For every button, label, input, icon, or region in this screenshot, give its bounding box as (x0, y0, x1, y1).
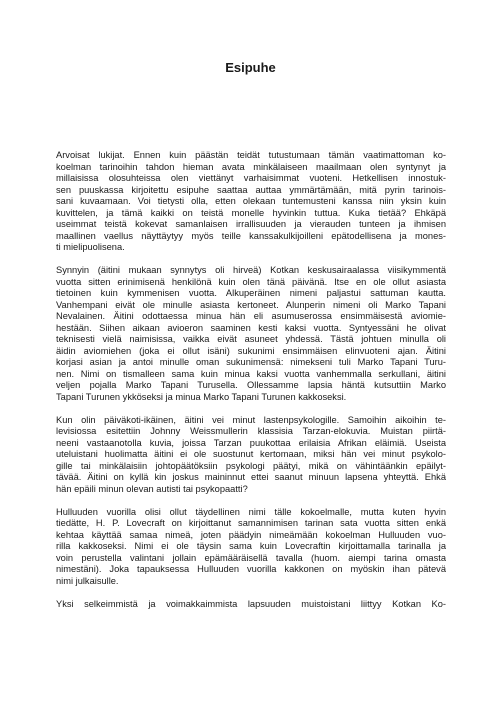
text-line: maallinen vaellus näyttäytyy myös teille kanssakulkijoilleni epätodellisena ja mones- (56, 230, 446, 241)
text-line: useimmat teistä kokevat samanlaisen irrallisuuden ja vierauden tunteen ja ihmisen (56, 219, 446, 229)
paragraph-3 (56, 415, 446, 496)
text-line: gille tai minkälaisiin johtopäätöksiin psykologi päätyi, mikä on vähintäänkin epäilyt- (56, 460, 446, 471)
text-line: Arvoisat lukijat. Ennen kuin päästän teidät tutustumaan tämän vaatimattoman ko- (56, 150, 446, 160)
paragraph-5 (56, 599, 446, 611)
text-line: sani kuvaamaan. Voi tietysti olla, etten olekaan tuntemusteni kanssa niin yksin kuin (56, 196, 446, 206)
text-line: Kun olin päiväkoti-ikäinen, äitini vei minut lastenpsykologille. Samoihin aikoihin te- (56, 414, 446, 425)
text-line: Nevalainen. Äitini odottaessa minua hän eli asumuserossa ensimmäisestä aviomie- (56, 311, 446, 321)
paragraph-4 (56, 507, 446, 588)
text-line: nimestäni). Joka tapauksessa Hulluuden vuorilla kakkonen on myöskin ihan pätevä (56, 564, 446, 574)
page-title: Esipuhe (225, 60, 276, 75)
text-line: nen. Nimi on tismalleen sama kuin minua kaksi vuotta vanhemmalla serkullani, äitini (56, 368, 446, 379)
text-line: tietoinen kuin kymmenisen vuotta. Alkuperäinen nimeni paljastui sattuman kautta. (56, 288, 446, 298)
body-text (56, 150, 446, 622)
text-line: millaisissa olosuhteissa olen viettänyt varhaisimmat vuoteni. Hetkellisen innostuk- (56, 173, 446, 183)
text-line: tiedätte, H. P. Lovecraft on kirjoittanut samannimisen tarinan sata vuotta sitten enkä (56, 518, 446, 528)
text-line: veljen pojalla Marko Tapani Turusella. Ollessamme lapsia häntä kutsuttiin Marko (56, 380, 446, 390)
text-line: rilla kakkoseksi. Nimi ei ole täysin sama kuin Lovecraftin kirjoittamalla tarinalla ja (56, 541, 446, 551)
text-line: levisiossa esitettiin Johnny Weissmullerin klassisia Tarzan-elokuvia. Muistan piirtä- (56, 426, 446, 436)
text-line: neeni vastaanotolla kuvia, joissa Tarzan puukottaa erilaisia Afrikan eläimiä. Useista (56, 437, 446, 448)
text-line: nimi julkaisulle. (56, 575, 119, 586)
text-line: teknisesti vielä naimisissa, vaikka eivät asuneet yhdessä. Tästä johtuen minulla oli (56, 334, 446, 344)
text-line: sen puuskassa kirjoitettu esipuhe saattaa auttaa ymmärtämään, mitä pyrin tarinois- (56, 184, 446, 195)
text-line: hän epäili minun olevan autisti tai psykopaatti? (56, 483, 248, 494)
text-line: tävää. Äitini on kyllä kin joskus maininnut ettei saanut minuun lapsena yhteyttä. Ehkä (56, 472, 446, 482)
text-line: hestään. Siihen aikaan avioeron saaminen kesti kaksi vuotta. Syntyessäni he olivat (56, 322, 446, 333)
text-line: Hulluuden vuorilla olisi ollut täydellinen nimi tälle kokoelmalle, mutta kuten hyvin (56, 506, 446, 517)
text-line: uteluistani huolimatta äitini ei ole suostunut kertomaan, miksi hän vei minut psykolo- (56, 449, 446, 459)
text-line: Yksi selkeimmistä ja voimakkaimmista lapsuuden muistoistani liittyy Kotkan Ko- (56, 598, 446, 609)
text-line: voin perustella valintani jollain epämääräisellä tavalla (huom. aiempi tarina omasta (56, 552, 446, 563)
paragraph-1 (56, 150, 446, 254)
text-line: Vanhempani eivät ole minulle asiasta kertoneet. Alunperin nimeni oli Marko Tapani (56, 299, 446, 310)
text-line: kuvittelen, ja tämä kaikki on teistä monelle hyvinkin tuttua. Kuka tietää? Ehkäpä (56, 207, 446, 218)
text-line: vuotta sitten erinimisenä henkilönä kuin olen tänä päivänä. Itse en ole ollut asiasta (56, 276, 446, 287)
text-line: ti mielipuolisena. (56, 242, 125, 252)
text-line: Tapani Turunen ykköseksi ja minua Marko Tapani Turunen kakkoseksi. (56, 391, 347, 402)
paragraph-2 (56, 265, 446, 403)
text-line: kehtaa käyttää samaa nimeä, joten päädyin nimeämään kokoelman Hulluuden vuo- (56, 529, 446, 540)
text-line: Synnyin (äitini mukaan synnytys oli hirveä) Kotkan keskusairaalassa viisikymmentä (56, 265, 446, 275)
text-line: äidin aviomiehen (joka ei ollut isäni) sukunimi ensimmäisen elinvuoteni ajan. Äitini (56, 345, 446, 356)
text-line: korjasi asian ja antoi minulle oman sukunimensä: nimekseni tuli Marko Tapani Turu- (56, 357, 446, 367)
text-line: koelman tarinoihin tahdon hieman avata minkälaiseen maailmaan olen syntynyt ja (56, 161, 446, 172)
